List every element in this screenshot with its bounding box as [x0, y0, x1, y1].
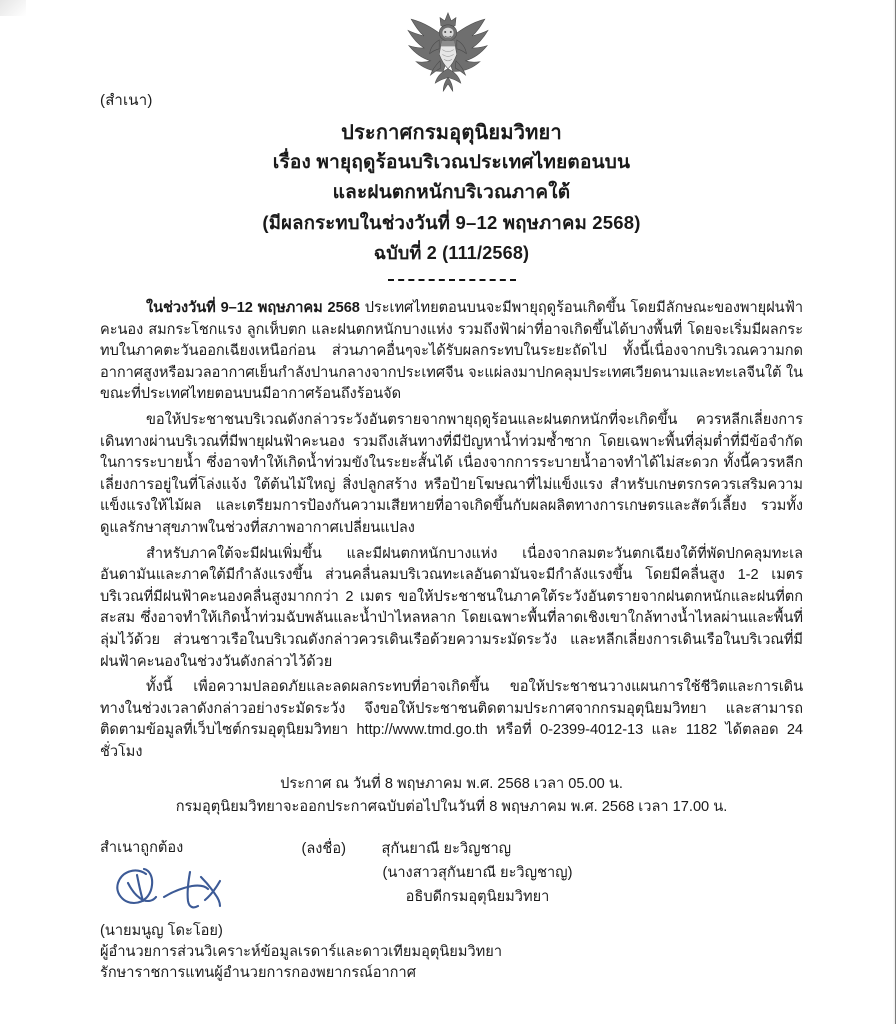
title-subject-2: และฝนตกหนักบริเวณภาคใต้	[332, 182, 571, 203]
signer-name: สุกันยาณี ยะวิญชาญ	[381, 841, 512, 858]
emblem-container	[0, 8, 895, 96]
paragraph-2-text: ขอให้ประชาชนบริเวณดังกล่าวระวังอันตรายจากพายุฤดูร้อนและฝนตกหนักที่จะเกิดขึ้น ควรหลีกเลี่ยงการเดินทางผ่านบริเวณที่มีพายุฝนฟ้าคะนอง รวมถึงเส้นทางที่มีปัญหาน้ำท่วมซ้ำซาก โดยเฉพาะพื้นที่ลุ่มต่ำที่มีข้อจำกัดในการระบายน้ำ ซึ่งอาจทำให้เกิดน้ำท่วมขังในระยะสั้นได้ เนื่องจากการระบายน้ำอาจทำได้ไม่สะดวก ทั้งนี้ควรหลีกเลี่ยงการอยู่ในที่โล่งแจ้ง ใต้ต้นไม้ใหญ่ สิ่งปลูกสร้าง หรือป้ายโฆษณาที่ไม่แข็งแรง สำหรับเกษตรกรควรเสริมความแข็งแรงให้ไม้ผล และเตรียมการป้องกันความเสียหายที่อาจเกิดขึ้นกับผลผลิตทางการเกษตรและสัตว์เลี้ยง รวมทั้งดูแลรักษาสุขภาพในช่วงที่สภาพอากาศเปลี่ยนแปลง	[100, 411, 803, 536]
paragraph-3	[100, 544, 803, 674]
page-title: ประกาศกรมอุตุนิยมวิทยา	[341, 122, 562, 144]
title-issue-number: ฉบับที่ 2 (111/2568)	[373, 243, 530, 263]
signer-name-parenthetical: (นางสาวสุกันยาณี ยะวิญชาญ)	[382, 865, 573, 882]
certified-copy-heading: สำเนาถูกต้อง	[100, 840, 184, 856]
paragraph-1	[100, 298, 803, 406]
title-subject: เรื่อง พายุฤดูร้อนบริเวณประเทศไทยตอนบน	[272, 152, 631, 173]
certifier-position-1: ผู้อำนวยการส่วนวิเคราะห์ข้อมูลเรดาร์และดาวเทียมอุตุนิยมวิทยา	[100, 944, 503, 960]
paragraph-1-lead: ในช่วงวันที่ 9–12 พฤษภาคม 2568	[146, 300, 360, 316]
certified-copy-block	[100, 838, 502, 984]
issued-datetime: ประกาศ ณ วันที่ 8 พฤษภาคม พ.ศ. 2568 เวลา 05.00 น.	[280, 776, 623, 793]
paragraph-4	[100, 677, 803, 763]
garuda-emblem	[400, 8, 496, 96]
title-divider	[388, 279, 516, 281]
paragraph-4-text: ทั้งนี้ เพื่อความปลอดภัยและลดผลกระทบที่อาจเกิดขึ้น ขอให้ประชาชนวางแผนการใช้ชีวิตและการเดินทางในช่วงเวลาดังกล่าวอย่างระมัดระวัง จึงขอให้ประชาชนติดตามประกาศจากกรมอุตุนิยมวิทยา และสามารถติดตามข้อมูลที่เว็บไซต์กรมอุตุนิยมวิทยา http://www.tmd.go.th หรือที่ 0-2399-4012-13 และ 1182 ได้ตลอด 24 ชั่วโมง	[100, 679, 803, 760]
issuance-notices	[100, 773, 803, 819]
copy-label: (สำเนา)	[100, 92, 153, 109]
next-issue-datetime: กรมอุตุนิยมวิทยาจะออกประกาศฉบับต่อไปในวันที่ 8 พฤษภาคม พ.ศ. 2568 เวลา 17.00 น.	[175, 799, 728, 816]
certifier-position-2: รักษาราชการแทนผู้อำนวยการกองพยากรณ์อากาศ	[100, 965, 416, 981]
announcement-body	[100, 298, 803, 763]
paragraph-3-text: สำหรับภาคใต้จะมีฝนเพิ่มขึ้น และมีฝนตกหนักบางแห่ง เนื่องจากลมตะวันตกเฉียงใต้ที่พัดปกคลุมทะเลอันดามันและภาคใต้มีกำลังแรงขึ้น ส่วนคลื่นลมบริเวณทะเลอันดามันจะมีกำลังแรงขึ้น โดยมีคลื่นสูง 1-2 เมตร บริเวณที่มีฝนฟ้าคะนองคลื่นสูงมากกว่า 2 เมตร ขอให้ประชาชนในภาคใต้ระวังอันตรายจากฝนตกหนักและฝนที่ตกสะสม ซึ่งอาจทำให้เกิดน้ำท่วมฉับพลันและน้ำป่าไหลหลาก โดยเฉพาะพื้นที่ลาดเชิงเขาใกล้ทางน้ำไหลผ่านและพื้นที่ลุ่มไว้ด้วย ส่วนชาวเรือในบริเวณดังกล่าวควรเดินเรือด้วยความระมัดระวัง และหลีกเลี่ยงการเดินเรือในบริเวณที่มีฝนฟ้าคะนองในช่วงวันดังกล่าวไว้ด้วย	[100, 545, 803, 670]
paragraph-2	[100, 410, 803, 540]
handwritten-signature	[106, 861, 256, 917]
certifier-name: (นายมนูญ โดะโอย)	[100, 923, 223, 939]
title-impact-period: (มีผลกระทบในช่วงวันที่ 9–12 พฤษภาคม 2568)	[262, 212, 641, 233]
signed-label: (ลงชื่อ)	[301, 841, 346, 858]
paragraph-1-text: ประเทศไทยตอนบนจะมีพายุฤดูร้อนเกิดขึ้น โดยมีลักษณะของพายุฝนฟ้าคะนอง สมกระโชกแรง ลูกเห็บตก และฝนตกหนักบางแห่ง รวมถึงฟ้าผ่าที่อาจเกิดขึ้นได้บางพื้นที่ โดยจะเริ่มมีผลกระทบในภาคตะวันออกเฉียงเหนือก่อน ส่วนภาคอื่นๆจะได้รับผลกระทบในระยะถัดไป ทั้งนี้เนื่องจากบริเวณความกดอากาศสูงหรือมวลอากาศเย็นกำลังปานกลางจากประเทศจีน จะแผ่ลงมาปกคลุมประเทศเวียดนามและทะเลจีนใต้ ในขณะที่ประเทศไทยตอนบนมีอากาศร้อนถึงร้อนจัด	[100, 300, 803, 403]
signer-title: อธิบดีกรมอุตุนิยมวิทยา	[405, 889, 550, 906]
